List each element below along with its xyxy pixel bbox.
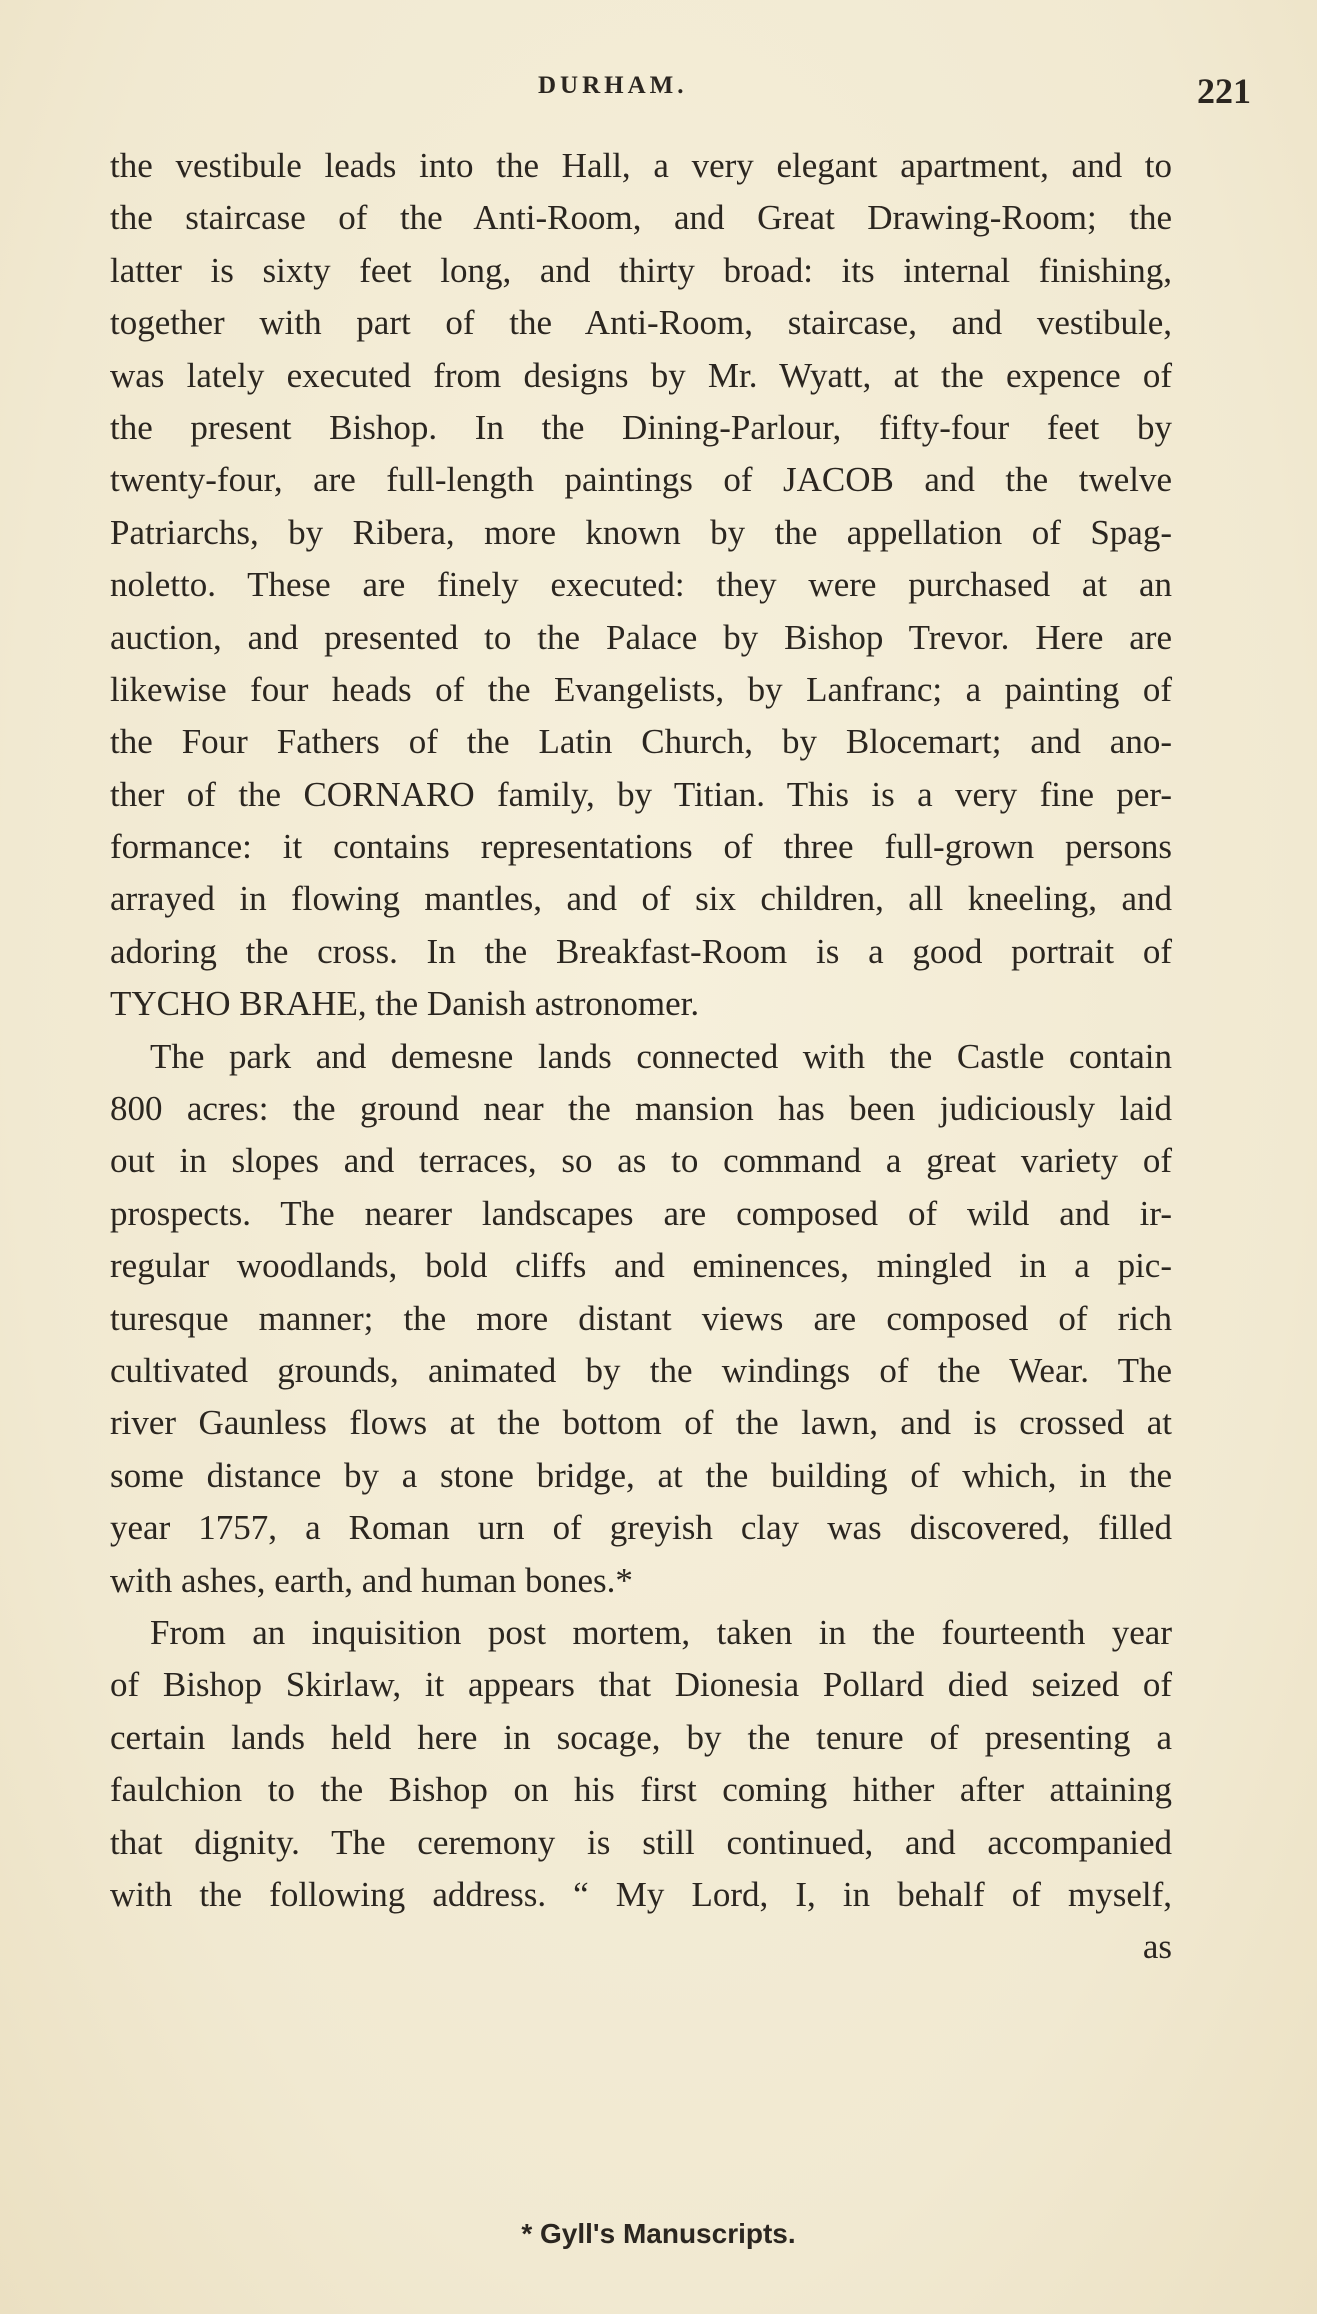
text-line: prospects. The nearer landscapes are composed of wild and ir- (110, 1193, 1172, 1233)
text-line: together with part of the Anti-Room, staircase, and vestibule, (110, 303, 1172, 343)
text-line: of Bishop Skirlaw, it appears that Dionesia Pollard died seized of (110, 1665, 1172, 1705)
text-line: 800 acres: the ground near the mansion has been judiciously laid (110, 1089, 1172, 1129)
text-line: likewise four heads of the Evangelists, by Lanfranc; a painting of (110, 669, 1172, 709)
text-line: the present Bishop. In the Dining-Parlour, fifty-four feet by (110, 407, 1172, 447)
text-line: ther of the CORNARO family, by Titian. This is a very fine per- (110, 774, 1172, 814)
text-line: that dignity. The ceremony is still continued, and accompanied (110, 1822, 1172, 1862)
text-line: faulchion to the Bishop on his first coming hither after attaining (110, 1770, 1172, 1810)
text-line: with ashes, earth, and human bones.* (110, 1560, 633, 1600)
running-head: DURHAM. (538, 72, 688, 99)
text-line: some distance by a stone bridge, at the building of which, in the (110, 1455, 1172, 1495)
text-line: latter is sixty feet long, and thirty broad: its internal finishing, (110, 250, 1172, 290)
text-line: the staircase of the Anti-Room, and Great Drawing-Room; the (110, 198, 1172, 238)
text-line: was lately executed from designs by Mr. Wyatt, at the expence of (110, 355, 1172, 395)
text-line: river Gaunless flows at the bottom of the lawn, and is crossed at (110, 1403, 1172, 1443)
text-line: noletto. These are finely executed: they were purchased at an (110, 565, 1172, 605)
text-line: arrayed in flowing mantles, and of six children, all kneeling, and (110, 879, 1172, 919)
text-line: Patriarchs, by Ribera, more known by the appellation of Spag- (110, 512, 1172, 552)
text-line: turesque manner; the more distant views are composed of rich (110, 1298, 1172, 1338)
text-line: certain lands held here in socage, by the tenure of presenting a (110, 1717, 1172, 1757)
body-text (110, 140, 1172, 1974)
page-number: 221 (1197, 71, 1251, 111)
text-line: auction, and presented to the Palace by Bishop Trevor. Here are (110, 617, 1172, 657)
text-line: as (1142, 1927, 1172, 1967)
text-line: the Four Fathers of the Latin Church, by Blocemart; and ano- (110, 722, 1172, 762)
text-line: twenty-four, are full-length paintings of JACOB and the twelve (110, 460, 1172, 500)
text-line: with the following address. “ My Lord, I, in behalf of myself, (110, 1874, 1172, 1914)
text-line: out in slopes and terraces, so as to command a great variety of (110, 1141, 1172, 1181)
footnote: * Gyll's Manuscripts. (521, 2218, 796, 2249)
text-line: cultivated grounds, animated by the windings of the Wear. The (110, 1350, 1172, 1390)
text-line: year 1757, a Roman urn of greyish clay was discovered, filled (110, 1508, 1172, 1548)
text-line: The park and demesne lands connected with the Castle contain (150, 1036, 1172, 1076)
text-line: the vestibule leads into the Hall, a very elegant apartment, and to (110, 146, 1172, 185)
text-line: adoring the cross. In the Breakfast-Room is a good portrait of (110, 931, 1172, 971)
text-line: From an inquisition post mortem, taken in the fourteenth year (150, 1612, 1172, 1652)
text-line: TYCHO BRAHE, the Danish astronomer. (110, 984, 700, 1024)
text-line: formance: it contains representations of three full-grown persons (110, 827, 1172, 867)
text-line: regular woodlands, bold cliffs and eminences, mingled in a pic- (110, 1246, 1172, 1286)
